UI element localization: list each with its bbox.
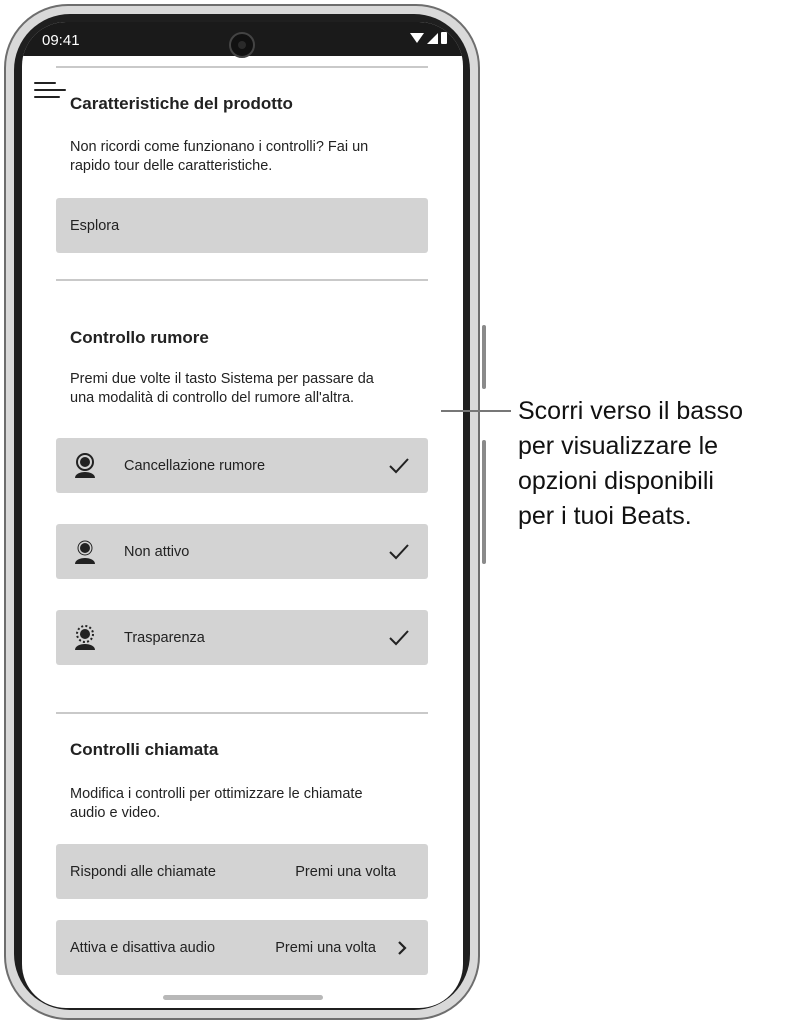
mode-transparency[interactable] — [56, 610, 428, 665]
app-screen — [22, 22, 463, 1008]
mode-label: Trasparenza — [124, 629, 205, 646]
call-controls-title: Controlli chiamata — [70, 740, 219, 759]
noise-control-description: Premi due volte il tasto Sistema per passare da una modalità di controllo del rumore all'altra. — [70, 371, 374, 406]
call-controls-description: Modifica i controlli per ottimizzare le chiamate audio e video. — [70, 786, 363, 821]
power-button — [482, 325, 486, 389]
front-camera — [229, 32, 255, 58]
noise-control-title: Controllo rumore — [70, 328, 209, 347]
mode-label: Cancellazione rumore — [124, 457, 266, 474]
signal-icon — [427, 33, 438, 44]
volume-button — [482, 440, 486, 564]
system-icons — [410, 32, 447, 44]
checkmark-icon — [388, 457, 410, 475]
noise-off-icon — [72, 539, 98, 565]
explore-label: Esplora — [70, 217, 120, 234]
checkmark-icon — [388, 543, 410, 561]
wifi-icon — [410, 33, 424, 43]
mode-noise-cancellation[interactable] — [56, 438, 428, 493]
answer-calls-value: Premi una volta — [295, 863, 396, 880]
checkmark-icon — [388, 629, 410, 647]
callout-text: Scorri verso il basso per visualizzare le opzioni disponibili per i tuoi Beats. — [518, 397, 744, 530]
mute-audio-row[interactable] — [56, 920, 428, 975]
mute-audio-value: Premi una volta — [275, 939, 376, 956]
noise-cancellation-icon — [72, 453, 98, 479]
battery-icon — [441, 32, 447, 44]
chevron-right-icon — [396, 940, 408, 956]
status-time: 09:41 — [42, 32, 80, 49]
section-divider — [56, 66, 428, 68]
callout-line — [441, 410, 511, 412]
home-indicator[interactable] — [163, 995, 323, 1000]
section-divider — [56, 279, 428, 281]
mode-off[interactable] — [56, 524, 428, 579]
status-bar — [22, 22, 463, 56]
answer-calls-label: Rispondi alle chiamate — [70, 863, 216, 880]
product-features-title: Caratteristiche del prodotto — [70, 94, 293, 113]
explore-button[interactable] — [56, 198, 428, 253]
transparency-icon — [72, 625, 98, 651]
menu-icon[interactable] — [34, 82, 66, 104]
answer-calls-row[interactable] — [56, 844, 428, 899]
product-features-description: Non ricordi come funzionano i controlli? Fai un rapido tour delle caratteristiche. — [70, 139, 369, 174]
section-divider — [56, 712, 428, 714]
mute-audio-label: Attiva e disattiva audio — [70, 939, 216, 956]
mode-label: Non attivo — [124, 543, 190, 560]
